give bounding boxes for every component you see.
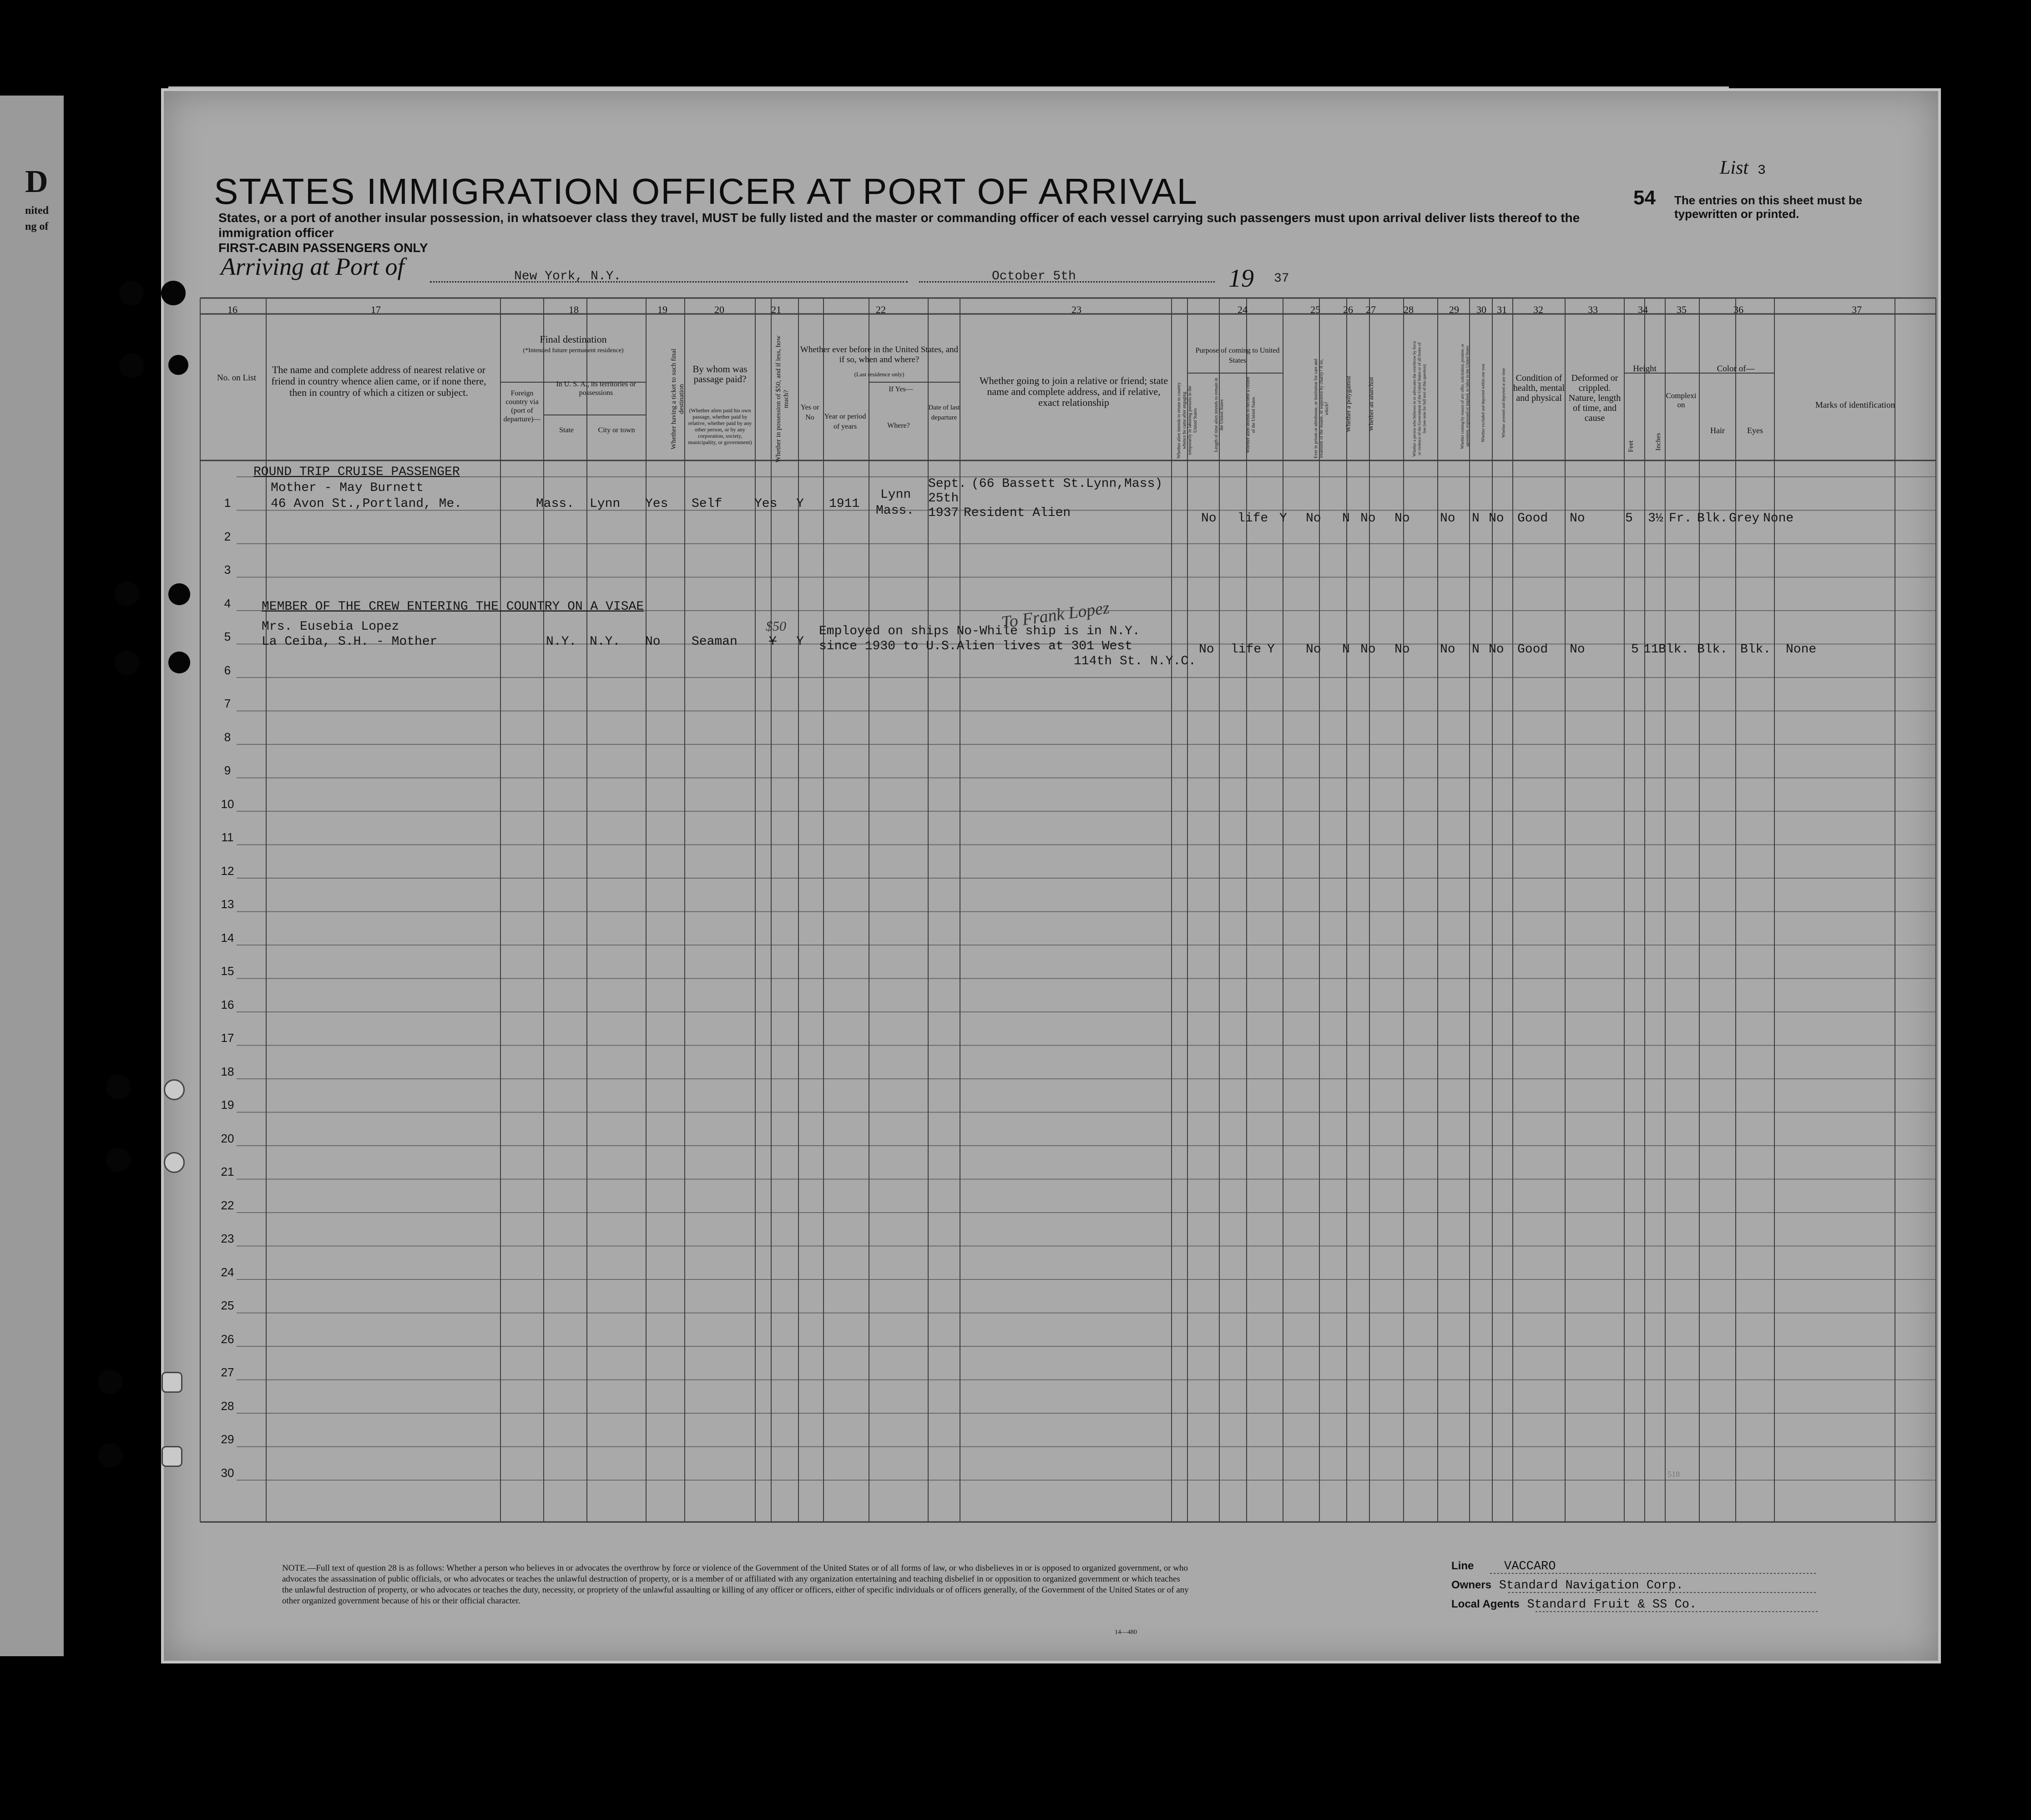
- complexion: Fr.: [1669, 511, 1692, 526]
- header-ticket: Whether having a ticket to such final destination: [670, 349, 685, 450]
- column-number: 19: [657, 304, 667, 315]
- last-departure: Sept.: [928, 477, 967, 491]
- header-anarchist: Whether an anarchist: [1368, 377, 1375, 431]
- row-number: 16: [221, 997, 234, 1011]
- column-number: 31: [1497, 304, 1507, 315]
- header-possession: Whether in possession of $50, and if less, how much?: [775, 335, 790, 463]
- footer-note: NOTE.—Full text of question 28 is as follows: Whether a person who believes in or advocates the overthrow by force or violence of the Government of the United States or of all forms of law, or who disbelieves in or is opposed to organized government, or who advocates the assassination of public officials, or who advocates or teaches the unlawful destruction of property, or is a member of or affiliated with any organization entertaining and teaching disbelief in or opposition to organized government or which teaches the unlawful destruction of property, or who advocates or teaches the duty, necessity, or propriety of the unlawful assaulting or killing of any officer or officers, either of specific individuals or of officers generally, of the Government of the United States or of any other organized government because of his or their official character.: [282, 1563, 1189, 1606]
- deformed-answer: No: [1570, 642, 1585, 657]
- answer-30: N: [1472, 642, 1480, 657]
- row-number: 24: [221, 1265, 234, 1279]
- answer-28: No: [1394, 642, 1410, 657]
- header-purpose-length: Length of time alien intends to remain in the United States: [1214, 378, 1224, 452]
- possession-answer: Yes: [754, 497, 778, 511]
- answer-28: No: [1394, 511, 1410, 526]
- answer-31: No: [1489, 511, 1504, 526]
- punch-hole: [164, 1152, 185, 1173]
- header-col28: Whether a person who believes in or advocates the overthrow by force or violence of the Government of the United States or of all forms of law (see note for full text of this question): [1412, 341, 1427, 457]
- header-polygamist: Whether a polygamist: [1345, 376, 1352, 432]
- row-number: 10: [221, 797, 234, 811]
- fragment-text: nited: [25, 205, 49, 217]
- passage-paid: Seaman: [692, 635, 738, 649]
- header-condition: Condition of health, mental and physical: [1513, 373, 1565, 403]
- passage-paid: Self: [692, 497, 722, 511]
- punch-hole: [168, 355, 188, 375]
- header-eyes: Eyes: [1747, 426, 1763, 435]
- form-number: 14—480: [1115, 1629, 1137, 1636]
- purpose-return: No: [1199, 642, 1214, 657]
- punch-hole: [119, 281, 144, 305]
- health-condition: Good: [1517, 511, 1548, 526]
- before-detail: Employed on ships No-While ship is in N.Y.: [819, 624, 1140, 638]
- row-number: 6: [224, 663, 231, 677]
- answer-29: No: [1440, 511, 1455, 526]
- row-number: 26: [221, 1332, 234, 1346]
- header-usa: In U. S. A., its territories or possessions: [556, 380, 636, 397]
- punch-hole: [98, 1443, 122, 1468]
- column-number: 29: [1449, 304, 1459, 315]
- header-date-last: Date of last departure: [928, 404, 960, 421]
- row-number: 23: [221, 1232, 234, 1245]
- header-col30: Whether excluded and deported within one year: [1480, 364, 1485, 442]
- destination-city: Lynn: [590, 497, 621, 511]
- before-detail: since 1930 to U.S.Alien lives at 301 West: [819, 639, 1132, 653]
- row-number: 8: [224, 730, 231, 744]
- row-number: 15: [221, 964, 234, 978]
- subtitle-line-1: States, or a port of another insular possession, in whatsoever class they travel, MUST be fully listed and the master or commanding officer of each vessel carrying such passengers must upon arrival deliver lists thereof to the immigration officer: [218, 211, 1580, 240]
- row-number: 2: [224, 529, 231, 543]
- purpose-length: life: [1231, 642, 1262, 657]
- destination-state: Mass.: [536, 497, 575, 511]
- owners-value: Standard Navigation Corp.: [1499, 1579, 1683, 1592]
- answer-27: No: [1360, 511, 1376, 526]
- eye-color: Grey: [1729, 511, 1760, 526]
- relative-address: La Ceiba, S.H. - Mother: [262, 635, 438, 649]
- answer-30: N: [1472, 511, 1480, 526]
- header-col29: Whether coming by reason of any offer, solicitation, promise, or agreement, expressed or implied, to labor in the United States: [1460, 344, 1470, 449]
- column-number: 21: [771, 304, 781, 315]
- header-final-destination: Final destination: [540, 334, 607, 345]
- owners-label: Owners: [1451, 1579, 1492, 1591]
- list-value: 3: [1758, 163, 1766, 178]
- last-departure: 1937: [928, 506, 959, 520]
- column-number: 34: [1638, 304, 1648, 315]
- header-before-note: (Last residence only): [854, 371, 904, 378]
- column-number: 17: [371, 304, 381, 315]
- agents-label: Local Agents: [1451, 1598, 1520, 1610]
- header-yes-no: Yes or No: [800, 404, 819, 421]
- column-number: 27: [1366, 304, 1376, 315]
- row-number: 11: [221, 830, 234, 844]
- row-number: 19: [221, 1098, 234, 1112]
- column-number: 35: [1677, 304, 1687, 315]
- punch-hole: [161, 281, 186, 305]
- header-hair: Hair: [1710, 426, 1725, 435]
- destination-city: N.Y.: [590, 635, 621, 649]
- punch-hole: [168, 583, 190, 605]
- before-where: Mass.: [876, 504, 914, 518]
- ticket-answer: No: [645, 635, 661, 649]
- year-suffix: 37: [1274, 272, 1289, 286]
- header-relative: The name and complete address of nearest relative or friend in country whence alien came, or if none there, then in country of which a citizen or subject.: [271, 364, 486, 398]
- punch-hole: [106, 1148, 131, 1172]
- possession-handwritten: $50: [766, 619, 786, 634]
- fragment-letter: D: [25, 164, 48, 199]
- header-inches: Inches: [1655, 433, 1662, 451]
- header-purpose-citizen: Whether alien intends to become a citizen of the United States: [1246, 377, 1256, 453]
- line-field: [1451, 1560, 1556, 1573]
- column-number: 16: [227, 304, 237, 315]
- row-number: 20: [221, 1131, 234, 1145]
- answer-26: N: [1342, 642, 1350, 657]
- answer-27: No: [1360, 642, 1376, 657]
- punch-hole: [115, 651, 139, 675]
- column-number: 36: [1733, 304, 1743, 315]
- row-number: 3: [224, 563, 231, 576]
- answer-25: No: [1306, 511, 1321, 526]
- punch-hole: [168, 652, 190, 673]
- before-where: Lynn: [880, 488, 911, 502]
- purpose-return: No: [1201, 511, 1217, 526]
- punch-hole: [98, 1370, 122, 1394]
- header-deformed: Deformed or crippled. Nature, length of time, and cause: [1568, 373, 1621, 423]
- row-number: 9: [224, 763, 231, 777]
- page-title: STATES IMMIGRATION OFFICER AT PORT OF ARRIVAL: [214, 171, 1198, 212]
- answer-26: N: [1342, 511, 1350, 526]
- joining-status: Resident Alien: [964, 506, 1071, 520]
- column-number: 26: [1343, 304, 1353, 315]
- row-number: 30: [221, 1466, 234, 1480]
- header-joining: Whether going to join a relative or friend; state name and complete address, and if relative, exact relationship: [979, 375, 1168, 408]
- header-where: Where?: [887, 422, 910, 430]
- header-col25: Ever in prison or almshouse, or institution for care and treatment of the insane, or supported by charity? If so, which?: [1314, 359, 1329, 459]
- row-number: 25: [221, 1299, 234, 1312]
- before-year: 1911: [829, 497, 860, 511]
- ticket-answer: Yes: [645, 497, 668, 511]
- height-feet: 5: [1631, 642, 1639, 657]
- row-number: 4: [224, 596, 231, 610]
- header-foreign-country: Foreign country via (port of departure)—: [503, 389, 541, 423]
- column-number: 28: [1404, 304, 1414, 315]
- list-label: List: [1720, 157, 1749, 178]
- header-if-yes: If Yes—: [889, 385, 913, 393]
- identification-marks: None: [1763, 511, 1794, 526]
- arriving-date: October 5th: [992, 269, 1076, 283]
- owners-field: [1451, 1579, 1683, 1592]
- punch-hole: [106, 1075, 131, 1099]
- row-number: 22: [221, 1198, 234, 1212]
- header-purpose: Purpose of coming to United States: [1195, 347, 1280, 364]
- header-final-destination-note: (*Intended future permanent residence): [523, 347, 624, 354]
- column-number: 32: [1533, 304, 1543, 315]
- punch-hole: [119, 354, 144, 378]
- subtitle-line-2: FIRST-CABIN PASSENGERS ONLY: [218, 241, 428, 255]
- column-number: 25: [1310, 304, 1320, 315]
- before-detail: 114th St. N.Y.C.: [1074, 654, 1196, 668]
- purpose-citizen: Y: [1267, 642, 1275, 657]
- eye-color: Blk.: [1740, 642, 1771, 657]
- header-complexion: Complexion: [1666, 391, 1697, 409]
- entries-note: The entries on this sheet must be typewritten or printed.: [1674, 193, 1863, 221]
- punch-hole: [115, 581, 139, 606]
- punch-hole: [164, 1079, 185, 1100]
- header-passage-note: (Whether alien paid his own passage, whether paid by relative, whether paid by any other person, or by any corporation, society, municipality, or government): [688, 407, 752, 445]
- punch-hole: [162, 1446, 182, 1467]
- row-number: 28: [221, 1399, 234, 1413]
- column-number: 24: [1238, 304, 1248, 315]
- answer-31: No: [1489, 642, 1504, 657]
- answer-29: No: [1440, 642, 1455, 657]
- joining-address: (66 Bassett St.Lynn,Mass): [971, 477, 1163, 491]
- height-feet: 5: [1625, 511, 1633, 526]
- fragment-text: ng of: [25, 221, 49, 233]
- line-label: Line: [1451, 1560, 1474, 1572]
- column-number: 22: [876, 304, 886, 315]
- header-marks: Marks of identification: [1815, 400, 1895, 410]
- sheet-number: 54: [1633, 187, 1656, 209]
- header-height: Height: [1633, 364, 1657, 374]
- header-before-in-us: Whether ever before in the United States, and if so, when and where?: [800, 345, 959, 364]
- column-number: 20: [714, 304, 724, 315]
- agents-field: [1451, 1598, 1697, 1612]
- row-number: 1: [224, 496, 231, 510]
- relative-name: Mrs. Eusebia Lopez: [262, 620, 399, 634]
- arriving-port: New York, N.Y.: [514, 269, 621, 283]
- row-number: 27: [221, 1365, 234, 1379]
- handwritten-note: To Frank Lopez: [1000, 598, 1111, 632]
- line-value: VACCARO: [1504, 1560, 1556, 1573]
- row-number: 14: [221, 930, 234, 945]
- column-number: 30: [1476, 304, 1486, 315]
- header-city: City or town: [598, 426, 635, 434]
- column-number: 23: [1071, 304, 1081, 315]
- purpose-length: life: [1238, 511, 1268, 526]
- complexion: Blk.: [1658, 642, 1689, 657]
- row-number: 5: [224, 630, 231, 643]
- agents-value: Standard Fruit & SS Co.: [1527, 1598, 1697, 1612]
- arriving-label: Arriving at Port of: [221, 253, 404, 280]
- answer-25: No: [1306, 642, 1321, 657]
- last-departure: 25th: [928, 491, 959, 506]
- header-state: State: [559, 426, 574, 434]
- section-heading: ROUND TRIP CRUISE PASSENGER: [253, 465, 460, 479]
- relative-address: 46 Avon St.,Portland, Me.: [271, 497, 462, 511]
- header-color-of: Color of—: [1717, 364, 1755, 374]
- possession-answer: Y: [769, 635, 777, 649]
- header-passage: By whom was passage paid?: [692, 364, 748, 384]
- before-yes-no: Y: [796, 497, 804, 511]
- row-number: 17: [221, 1031, 234, 1045]
- health-condition: Good: [1517, 642, 1548, 657]
- row-number: 12: [221, 864, 234, 878]
- header-no-on-list: No. on List: [217, 373, 257, 383]
- row-number: 18: [221, 1064, 234, 1078]
- height-inches: 11: [1643, 642, 1659, 657]
- row-number: 13: [221, 897, 234, 911]
- hair-color: Blk.: [1697, 511, 1728, 526]
- section-heading: MEMBER OF THE CREW ENTERING THE COUNTRY ON A VISAE: [262, 600, 644, 614]
- header-col31: Whether arrested and deported at any time: [1501, 368, 1506, 438]
- header-year-period: Year or period of years: [824, 413, 866, 430]
- destination-state: N.Y.: [546, 635, 577, 649]
- hair-color: Blk.: [1697, 642, 1728, 657]
- deformed-answer: No: [1570, 511, 1585, 526]
- year-prefix: 19: [1228, 264, 1254, 293]
- before-yes-no: Y: [796, 635, 804, 649]
- stray-pencil-mark: 518: [1667, 1470, 1680, 1479]
- column-number: 37: [1852, 304, 1862, 315]
- row-number: 7: [224, 697, 231, 710]
- header-purpose-return: Whether alien intends to return to country whence he came after engaging temporarily in laboring pursuits in the United States: [1177, 382, 1198, 459]
- row-number: 29: [221, 1432, 234, 1446]
- identification-marks: None: [1786, 642, 1817, 657]
- purpose-citizen: Y: [1279, 511, 1287, 526]
- punch-hole: [162, 1372, 182, 1393]
- relative-name: Mother - May Burnett: [271, 481, 424, 495]
- row-number: 21: [221, 1165, 234, 1178]
- column-number: 18: [569, 304, 579, 315]
- height-inches: 3½: [1648, 511, 1663, 526]
- header-feet: Feet: [1627, 440, 1635, 452]
- column-number: 33: [1588, 304, 1598, 315]
